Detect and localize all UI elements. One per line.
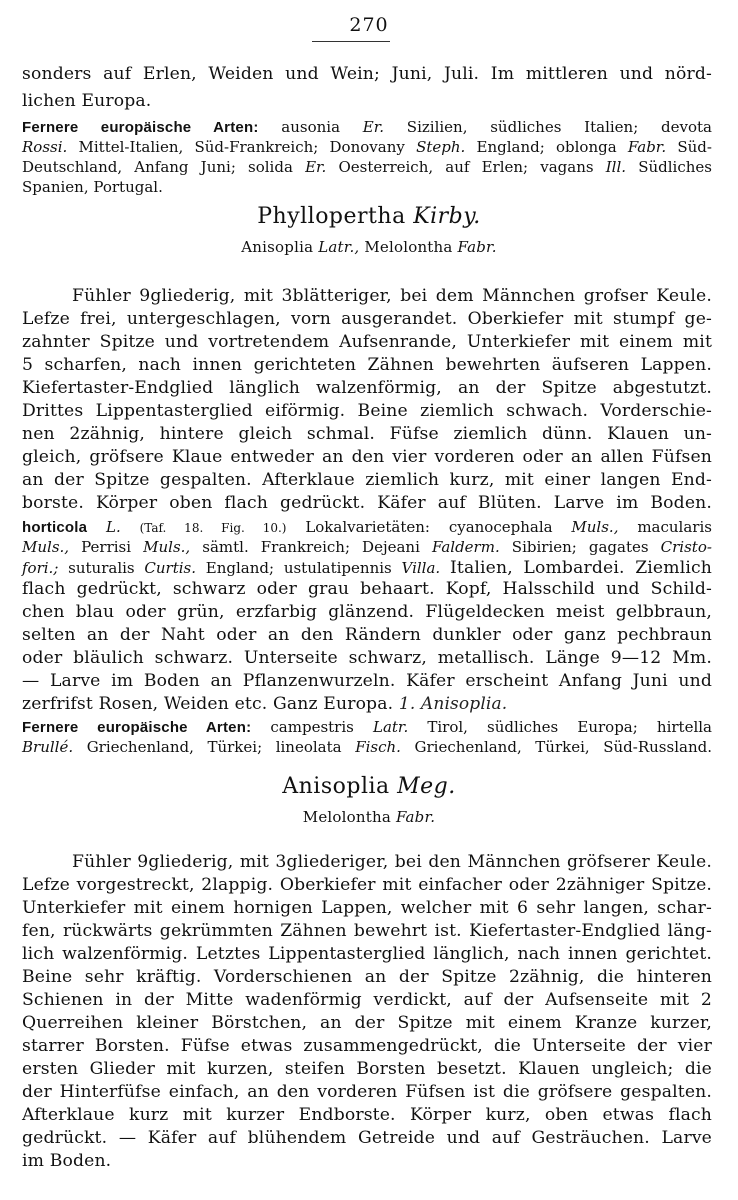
text-line: zahnter Spitze und vortretendem Aufsenrande, Unterkiefer mit einem mit — [22, 332, 712, 352]
text-line: Drittes Lippentasterglied eiförmig. Beine ziemlich schwach. Vorderschie- — [22, 401, 712, 421]
text-line: starrer Borsten. Füfse etwas zusammengedrückt, die Unterseite der vier — [22, 1036, 712, 1056]
text-line: nen 2zähnig, hintere gleich schmal. Füfse ziemlich dünn. Klauen un- — [22, 424, 712, 444]
text-line: Unterkiefer mit einem hornigen Lappen, welcher mit 6 sehr langen, schar- — [22, 898, 712, 918]
text-line: ersten Glieder mit kurzen, steifen Borsten besetzt. Klauen ungleich; die — [22, 1059, 712, 1079]
text-line: gleich, gröfsere Klaue entweder an den vier vorderen oder an allen Füfsen — [22, 447, 712, 467]
page-number: 270 — [349, 14, 389, 36]
text-line: fen, rückwärts gekrümmten Zähnen bewehrt ist. Kiefertaster-Endglied läng- — [22, 921, 712, 941]
text-line: chen blau oder grün, erzfarbig glänzend. Flügeldecken meist gelbbraun, — [22, 602, 712, 622]
page-number-rule — [312, 41, 390, 42]
genus-heading: Phyllopertha Kirby. — [257, 204, 481, 229]
text-line: 5 scharfen, nach innen gerichteten Zähnen bewehrten äufseren Lappen. — [22, 355, 712, 375]
species-name: horticola — [22, 519, 88, 536]
text-line: Lefze frei, untergeschlagen, vorn ausgerandet. Oberkiefer mit stumpf ge- — [22, 309, 712, 329]
text-line: Schienen in der Mitte wadenförmig verdickt, auf der Aufsenseite mit 2 — [22, 990, 712, 1010]
text-line: lichen Europa. — [22, 91, 152, 111]
plate-reference: (Taf. 18. Fig. 10.) — [139, 521, 287, 535]
text-line: borste. Körper oben flach gedrückt. Käfer auf Blüten. Larve im Boden. — [22, 493, 712, 513]
section-label: Fernere europäische Arten: — [22, 119, 259, 136]
species-line: Deutschland, Anfang Juni; solida Er. Oesterreich, auf Erlen; vagans Ill. Südliches — [22, 158, 712, 176]
species-line: horticola L. (Taf. 18. Fig. 10.) Lokalvarietäten: cyanocephala Muls., macularis — [22, 518, 712, 536]
handwritten-annotation: 1. Anisoplia. — [398, 694, 508, 714]
text-line: im Boden. — [22, 1151, 112, 1171]
text-line: zerfrifst Rosen, Weiden etc. Ganz Europa. 1. Anisoplia. — [22, 694, 508, 714]
text-line: flach gedrückt, schwarz oder grau behaart. Kopf, Halsschild und Schild- — [22, 579, 712, 599]
text-line: an der Spitze gespalten. Afterklaue ziemlich kurz, mit einer langen End- — [22, 470, 712, 490]
text-line: sonders auf Erlen, Weiden und Wein; Juni, Juli. Im mittleren und nörd- — [22, 64, 712, 84]
text-line: Fühler 9gliederig, mit 3blätteriger, bei dem Männchen grofser Keule. — [72, 286, 712, 306]
text-line: Afterklaue kurz mit kurzer Endborste. Körper kurz, oben etwas flach — [22, 1105, 712, 1125]
text-line: Kiefertaster-Endglied länglich walzenförmig, an der Spitze abgestutzt. — [22, 378, 712, 398]
text-line: Querreihen kleiner Börstchen, an der Spitze mit einem Kranze kurzer, — [22, 1013, 712, 1033]
genus-synonyms: Anisoplia Latr., Melolontha Fabr. — [241, 238, 497, 256]
text-line: Fühler 9gliederig, mit 3gliederiger, bei den Männchen gröfserer Keule. — [72, 852, 712, 872]
text-line: selten an der Naht oder an den Rändern dunkler oder ganz pechbraun — [22, 625, 712, 645]
species-line: Brullé. Griechenland, Türkei; lineolata Fisch. Griechenland, Türkei, Süd-Russland. — [22, 738, 712, 756]
text-line: — Larve im Boden an Pflanzenwurzeln. Käfer erscheint Anfang Juni und — [22, 671, 712, 691]
text-line: Lefze vorgestreckt, 2lappig. Oberkiefer mit einfacher oder 2zähniger Spitze. — [22, 875, 712, 895]
genus-heading: Anisoplia Meg. — [282, 774, 456, 799]
section-label: Fernere europäische Arten: — [22, 719, 252, 736]
species-line: Fernere europäische Arten: ausonia Er. Sizilien, südliches Italien; devota — [22, 118, 712, 136]
species-line: Muls., Perrisi Muls., sämtl. Frankreich; Dejeani Falderm. Sibirien; gagates Cristo- — [22, 538, 712, 556]
text-line: gedrückt. — Käfer auf blühendem Getreide und auf Gesträuchen. Larve — [22, 1128, 712, 1148]
species-line: Fernere europäische Arten: campestris Latr. Tirol, südliches Europa; hirtella — [22, 718, 712, 736]
text-line: oder bläulich schwarz. Unterseite schwarz, metallisch. Länge 9—12 Mm. — [22, 648, 712, 668]
text-line: lich walzenförmig. Letztes Lippentasterglied länglich, nach innen gerichtet. — [22, 944, 712, 964]
genus-synonyms: Melolontha Fabr. — [302, 808, 436, 826]
species-line: Rossi. Mittel-Italien, Süd-Frankreich; Donovany Steph. England; oblonga Fabr. Süd- — [22, 138, 712, 156]
species-line: fori.; suturalis Curtis. England; ustulatipennis Villa. Italien, Lombardei. Ziemlich — [22, 558, 712, 578]
species-line: Spanien, Portugal. — [22, 178, 163, 196]
text-line: der Hinterfüfse einfach, an den vorderen Füfsen ist die gröfsere gespalten. — [22, 1082, 712, 1102]
text-line: Beine sehr kräftig. Vorderschienen an der Spitze 2zähnig, die hinteren — [22, 967, 712, 987]
